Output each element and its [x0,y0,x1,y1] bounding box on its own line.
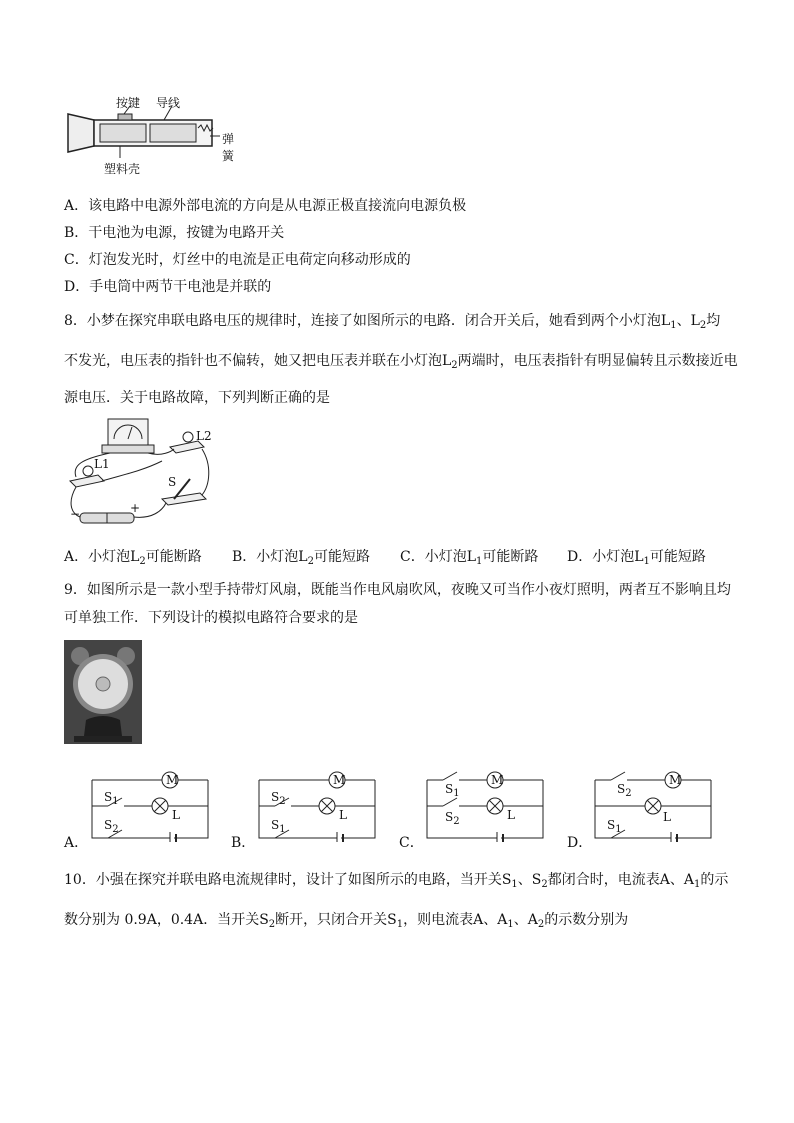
series-circuit-figure [62,415,222,527]
fan-drawing [64,640,142,744]
label-spring: 弹簧 [222,132,235,163]
flashlight-drawing [64,92,244,182]
label-shell: 塑料壳 [104,162,141,176]
fan-photo [64,640,142,744]
label-plus: + [130,501,141,515]
circuit-option-a[interactable] [64,762,214,851]
q8-option-c[interactable]: C．小灯泡$L_1$可能断路 [400,549,539,567]
q7-option-d[interactable]: D．手电筒中两节干电池是并联的 [64,279,272,295]
circuit-option-b[interactable] [231,762,381,851]
circuit-a-sw-top: $S_1$ [104,790,119,807]
q8-option-b[interactable]: B．小灯泡$L_2$可能短路 [232,549,370,567]
circuit-c-drawing [425,766,545,842]
circuit-c-sw-top: $S_1$ [445,782,460,799]
q7-option-c[interactable]: C．灯泡发光时，灯丝中的电流是正电荷定向移动形成的 [64,252,411,268]
circuit-b-letter: B． [231,835,256,851]
q8-stem-line1: 8．小梦在探究串联电路电压的规律时，连接了如图所示的电路．闭合开关后，她看到两个小灯泡$L_1$、$L_2$均 [64,313,721,331]
circuit-a-motor: M [166,773,179,787]
label-button: 按键 [116,96,141,110]
q10-stem-line1: 10．小强在探究并联电路电流规律时，设计了如图所示的电路，当开关$S_1$、$S_2$都闭合时，电流表A、$A_1$的示 [64,872,729,890]
q10-stem-line2: 数分别为 0.9A，0.4A．当开关$S_2$断开，只闭合开关$S_1$，则电流表A、$A_1$、$A_2$的示数分别为 [64,912,629,930]
circuit-option-d[interactable] [567,762,717,851]
flashlight-figure [64,92,244,182]
circuit-c-motor: M [491,773,504,787]
circuit-c-sw-bottom: $S_2$ [445,810,460,827]
q8-stem-line2: 不发光，电压表的指针也不偏转，她又把电压表并联在小灯泡$L_2$两端时，电压表指针有明显偏转且示数接近电 [64,353,738,371]
q8-option-a[interactable]: A．小灯泡$L_2$可能断路 [64,549,202,567]
circuit-b-lamp: L [339,808,347,822]
q7-option-b[interactable]: B．干电池为电源，按键为电路开关 [64,225,285,241]
circuit-d-sw-top: $S_2$ [617,782,632,799]
label-l1: L1 [94,457,110,471]
label-minus: − [70,507,81,521]
label-switch-s: S [168,475,177,489]
q8-stem-line3: 源电压．关于电路故障，下列判断正确的是 [64,390,330,406]
circuit-option-c[interactable] [399,762,549,851]
label-l2: L2 [196,429,212,443]
q7-option-a[interactable]: A．该电路中电源外部电流的方向是从电源正极直接流向电源负极 [64,198,467,214]
q9-stem-line1: 9．如图所示是一款小型手持带灯风扇，既能当作电风扇吹风，夜晚又可当作小夜灯照明，两者互不影响且均 [64,582,731,598]
label-wire: 导线 [156,96,181,110]
circuit-a-letter: A． [64,835,89,851]
circuit-d-letter: D． [567,835,593,851]
q9-stem-line2: 可单独工作．下列设计的模拟电路符合要求的是 [64,610,358,626]
circuit-d-lamp: L [663,810,671,824]
circuit-a-sw-bottom: $S_2$ [104,818,119,835]
circuit-b-sw-top: $S_2$ [271,790,286,807]
circuit-c-letter: C． [399,835,424,851]
circuit-b-sw-bottom: $S_1$ [271,818,286,835]
circuit-b-motor: M [333,773,346,787]
circuit-d-sw-bottom: $S_1$ [607,818,622,835]
q8-option-d[interactable]: D．小灯泡$L_1$可能短路 [567,549,706,567]
circuit-a-lamp: L [172,808,180,822]
circuit-c-lamp: L [507,808,515,822]
circuit-d-motor: M [669,773,682,787]
